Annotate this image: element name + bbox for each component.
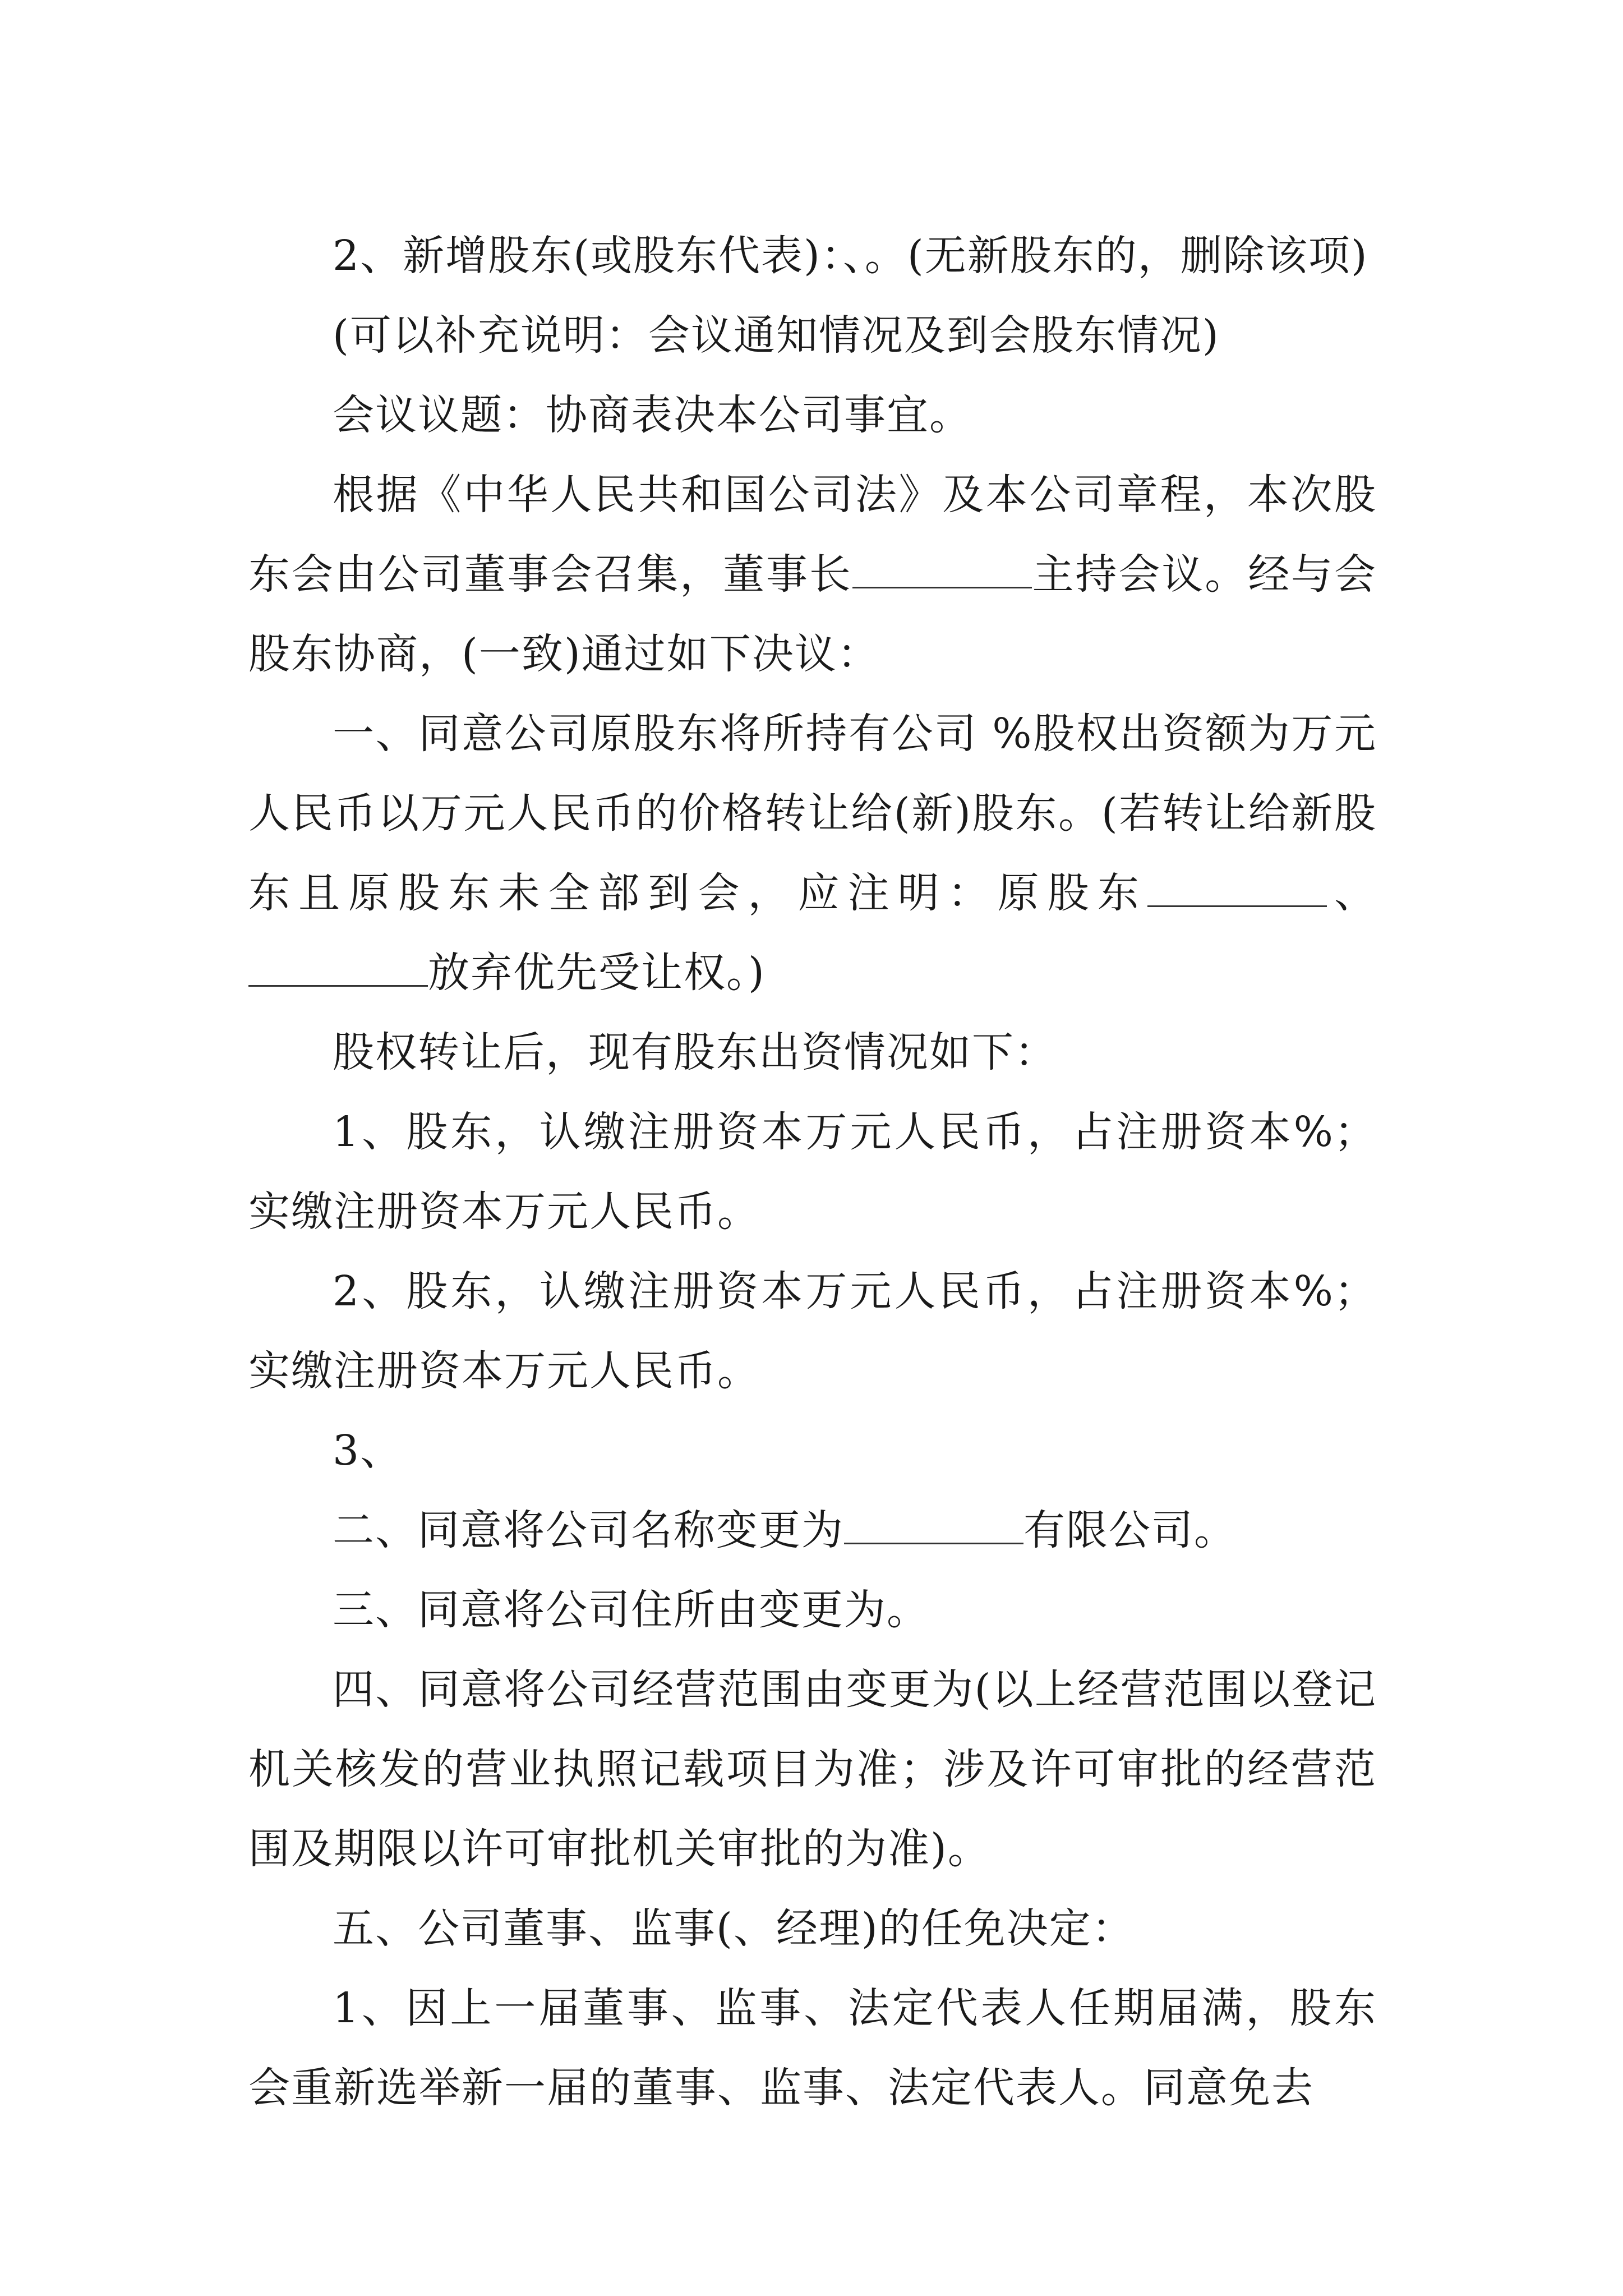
blank-chairman-name (852, 551, 1032, 588)
paragraph-term-expiry: 1、因上一届董事、监事、法定代表人任期届满，股东会重新选举新一届的董事、监事、法定代表人。同意免去 (248, 1984, 1377, 2112)
paragraph-supplement-note: (可以补充说明：会议通知情况及到会股东情况) (333, 311, 1220, 360)
paragraph-after-transfer: 股权转让后，现有股东出资情况如下： (333, 1028, 1057, 1076)
paragraph-resolution-1: 一、同意公司原股东将所持有公司 %股权出资额为万元人民币以万元人民币的价格转让给(新)股东。(若转让给新股东且原股东未全部到会，应注明：原股东 、放弃优先受让权。) (248, 710, 1377, 997)
paragraph-shareholder-1: 1、股东，认缴注册资本万元人民币，占注册资本%；实缴注册资本万元人民币。 (248, 1108, 1377, 1236)
paragraph-agenda: 会议议题：协商表决本公司事宜。 (333, 391, 972, 439)
document-page (248, 216, 1377, 2128)
paragraph-resolution-4: 四、同意将公司经营范围由变更为(以上经营范围以登记机关核发的营业执照记载项目为准；涉及许可审批的经营范围及期限以许可审批机关审批的为准)。 (248, 1665, 1377, 1873)
paragraph-meeting-basis: 根据《中华人民共和国公司法》及本公司章程，本次股东会由公司董事会召集，董事长 主持会议。经与会股东协商，(一致)通过如下决议： (248, 471, 1377, 678)
blank-company-name (844, 1507, 1023, 1544)
paragraph-resolution-3: 三、同意将公司住所由变更为。 (333, 1586, 929, 1634)
paragraph-shareholder-3: 3、 (333, 1427, 403, 1475)
blank-original-shareholder-1 (1147, 869, 1327, 907)
paragraph-shareholder-2: 2、股东，认缴注册资本万元人民币，占注册资本%；实缴注册资本万元人民币。 (248, 1267, 1377, 1395)
paragraph-new-shareholders: 2、新增股东(或股东代表)：、。(无新股东的，删除该项) (333, 232, 1368, 280)
paragraph-resolution-2: 二、同意将公司名称变更为 有限公司。 (333, 1506, 1237, 1554)
paragraph-resolution-5: 五、公司董事、监事(、经理)的任免决定： (333, 1904, 1135, 1953)
blank-original-shareholder-2 (248, 949, 428, 987)
